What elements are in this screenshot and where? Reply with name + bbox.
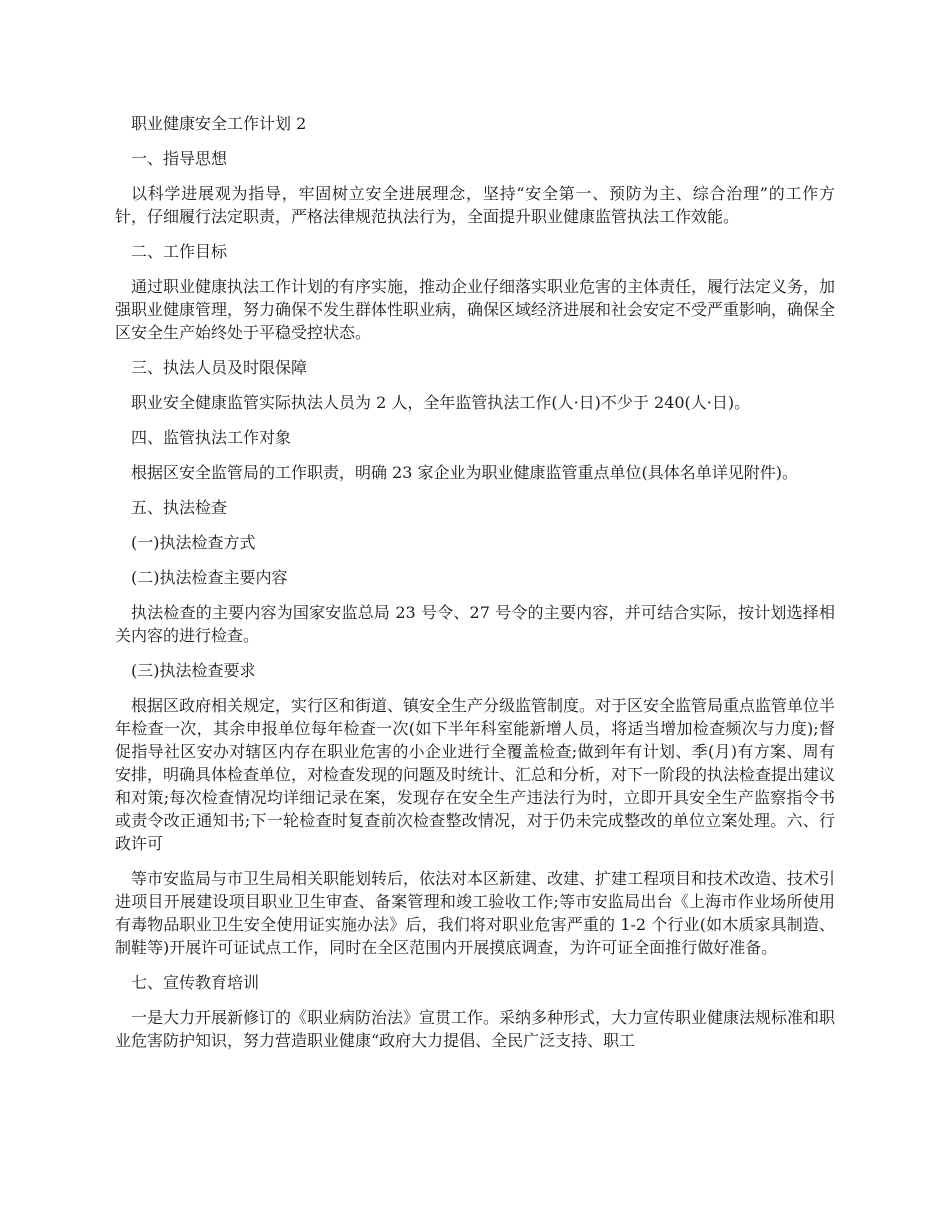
section-heading-7: 七、宣传教育培训 (131, 973, 260, 992)
section-heading-5: 五、执法检查 (131, 498, 228, 517)
section-heading-4: 四、监管执法工作对象 (131, 428, 292, 447)
paragraph-3: 职业安全健康监管实际执法人员为 2 人，全年监管执法工作(人·日)不少于 240(人·日)。 (131, 393, 751, 412)
paragraph-2: 通过职业健康执法工作计划的有序实施，推动企业仔细落实职业危害的主体责任，履行法定义务，加强职业健康管理，努力确保不发生群体性职业病，确保区域经济进展和社会安定不受严重影响，确保全区安全生产始终处于平稳受控状态。 (115, 277, 836, 342)
paragraph-5: 执法检查的主要内容为国家安监总局 23 号令、27 号令的主要内容，并可结合实际，按计划选择相关内容的进行检查。 (115, 603, 835, 645)
section-heading-3: 三、执法人员及时限保障 (131, 358, 308, 377)
document-body (115, 112, 835, 1064)
paragraph-7: 等市安监局与市卫生局相关职能划转后，依法对本区新建、改建、扩建工程项目和技术改造、技术引进项目开展建设项目职业卫生审查、备案管理和竣工验收工作;等市安监局出台《上海市作业场所使用有毒物品职业卫生安全使用证实施办法》后，我们将对职业危害严重的 1-2 个行业(如木质家具制造、制鞋等)开展许可证试点工作，同时在全区范围内开展摸底调查，为许可证全面推行做好准备。 (115, 869, 836, 957)
subsection-heading-3: (三)执法检查要求 (131, 661, 256, 680)
paragraph-8: 一是大力开展新修订的《职业病防治法》宣贯工作。采纳多种形式，大力宣传职业健康法规标准和职业危害防护知识，努力营造职业健康“政府大力提倡、全民广泛支持、职工 (115, 1008, 836, 1050)
subsection-heading-1: (一)执法检查方式 (131, 533, 256, 552)
paragraph-1: 以科学进展观为指导，牢固树立安全进展理念，坚持“安全第一、预防为主、综合治理”的工作方针，仔细履行法定职责，严格法律规范执法行为，全面提升职业健康监管执法工作效能。 (115, 184, 835, 226)
subsection-heading-2: (二)执法检查主要内容 (131, 568, 288, 587)
paragraph-4: 根据区安全监管局的工作职责，明确 23 家企业为职业健康监管重点单位(具体名单详见附件)。 (131, 463, 799, 482)
section-heading-1: 一、指导思想 (131, 149, 228, 168)
section-heading-2: 二、工作目标 (131, 242, 228, 261)
document-title: 职业健康安全工作计划 2 (131, 114, 307, 133)
paragraph-6: 根据区政府相关规定，实行区和街道、镇安全生产分级监管制度。对于区安全监管局重点监管单位半年检查一次，其余申报单位每年检查一次(如下半年科室能新增人员，将适当增加检查频次与力度);督促指导社区安办对辖区内存在职业危害的小企业进行全覆盖检查;做到年有计划、季(月)有方案、周有安排，明确具体检查单位，对检查发现的问题及时统计、汇总和分析，对下一阶段的执法检查提出建议和对策;每次检查情况均详细记录在案，发现存在安全生产违法行为时，立即开具安全生产监察指令书或责令改正通知书;下一轮检查时复查前次检查整改情况，对于仍未完成整改的单位立案处理。六、行政许可 (115, 696, 836, 853)
